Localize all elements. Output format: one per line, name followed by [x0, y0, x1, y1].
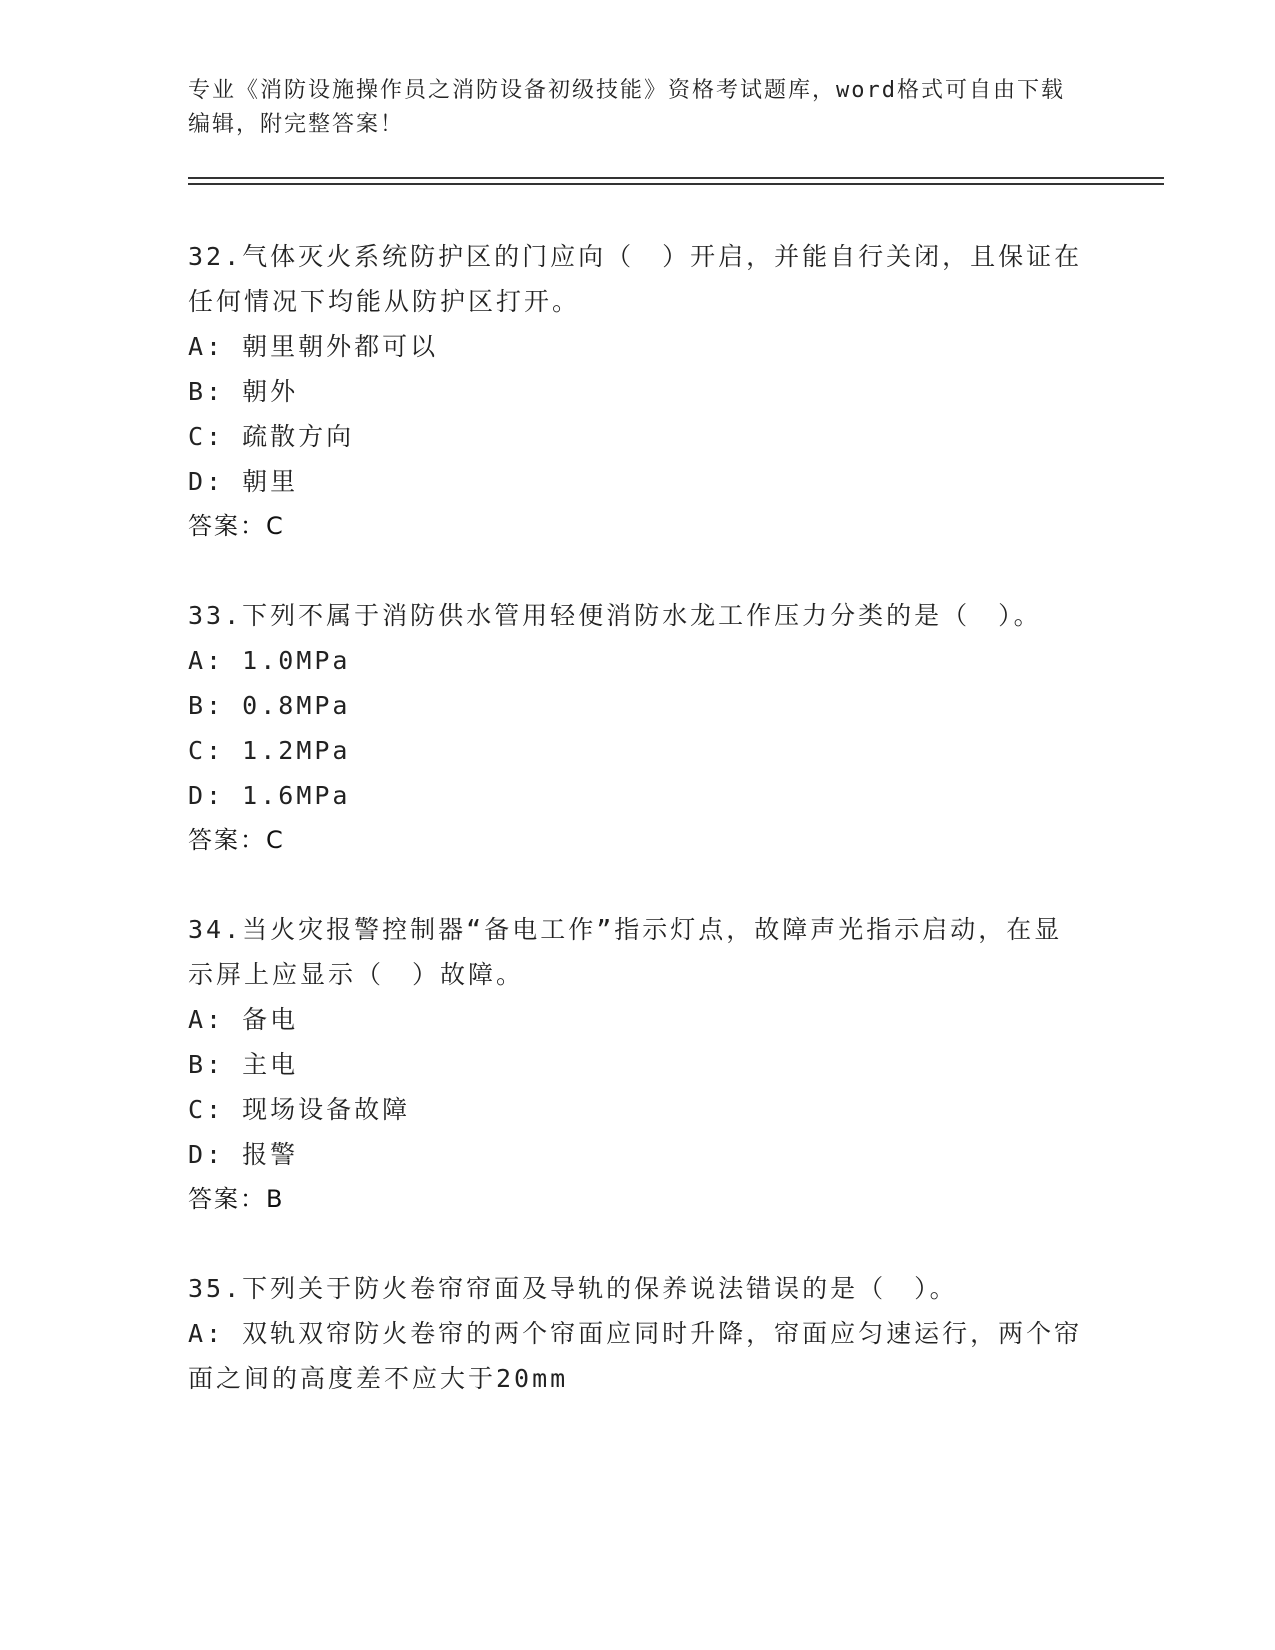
option-letter: B:: [188, 377, 225, 406]
option-d: [188, 1132, 1088, 1177]
question-35: [188, 1266, 1088, 1401]
option-text: 1.2MPa: [242, 736, 351, 765]
document-header: 专业《消防设施操作员之消防设备初级技能》资格考试题库，word格式可自由下载编辑，附完整答案！: [188, 78, 1065, 137]
option-text: 双轨双帘防火卷帘的两个帘面应同时升降，帘面应匀速运行，两个帘面之间的高度差不应大于20mm: [188, 1319, 1083, 1393]
option-a: [188, 997, 1088, 1042]
question-text: 33.下列不属于消防供水管用轻便消防水龙工作压力分类的是（ ）。: [188, 601, 1042, 630]
option-text: 现场设备故障: [242, 1095, 411, 1124]
header-divider-line-secondary: [188, 183, 1164, 185]
option-d: [188, 773, 1088, 818]
option-letter: D:: [188, 1140, 225, 1169]
option-letter: B:: [188, 1050, 225, 1079]
question-text: 32.气体灭火系统防护区的门应向（ ）开启，并能自行关闭，且保证在任何情况下均能从防护区打开。: [188, 242, 1083, 316]
option-a: [188, 324, 1088, 369]
option-text: 0.8MPa: [242, 691, 351, 720]
header-divider-line: [188, 177, 1164, 179]
option-letter: C:: [188, 736, 225, 765]
option-text: 朝里: [242, 467, 299, 496]
option-letter: A:: [188, 1005, 225, 1034]
option-text: 主电: [242, 1050, 299, 1079]
answer-label: 答案：B: [188, 1185, 285, 1213]
question-list: [188, 234, 1088, 1445]
option-text: 报警: [242, 1140, 299, 1169]
option-b: [188, 369, 1088, 414]
option-letter: A:: [188, 332, 225, 361]
answer-label: 答案：C: [188, 512, 285, 540]
option-a: [188, 1311, 1088, 1401]
option-text: 1.0MPa: [242, 646, 351, 675]
option-a: [188, 638, 1088, 683]
question-33: [188, 593, 1088, 863]
option-letter: C:: [188, 422, 225, 451]
option-c: [188, 728, 1088, 773]
question-32: [188, 234, 1088, 549]
option-d: [188, 459, 1088, 504]
option-c: [188, 414, 1088, 459]
option-letter: A:: [188, 1319, 225, 1348]
question-34: [188, 907, 1088, 1222]
option-text: 备电: [242, 1005, 299, 1034]
option-text: 疏散方向: [242, 422, 355, 451]
question-text: 35.下列关于防火卷帘帘面及导轨的保养说法错误的是（ ）。: [188, 1274, 958, 1303]
option-letter: D:: [188, 781, 225, 810]
option-b: [188, 683, 1088, 728]
option-text: 朝里朝外都可以: [242, 332, 439, 361]
option-c: [188, 1087, 1088, 1132]
option-text: 1.6MPa: [242, 781, 351, 810]
answer-label: 答案：C: [188, 826, 285, 854]
option-letter: B:: [188, 691, 225, 720]
option-letter: C:: [188, 1095, 225, 1124]
option-letter: D:: [188, 467, 225, 496]
option-letter: A:: [188, 646, 225, 675]
option-text: 朝外: [242, 377, 299, 406]
option-b: [188, 1042, 1088, 1087]
question-text: 34.当火灾报警控制器“备电工作”指示灯点，故障声光指示启动，在显示屏上应显示（ ）故障。: [188, 915, 1063, 989]
